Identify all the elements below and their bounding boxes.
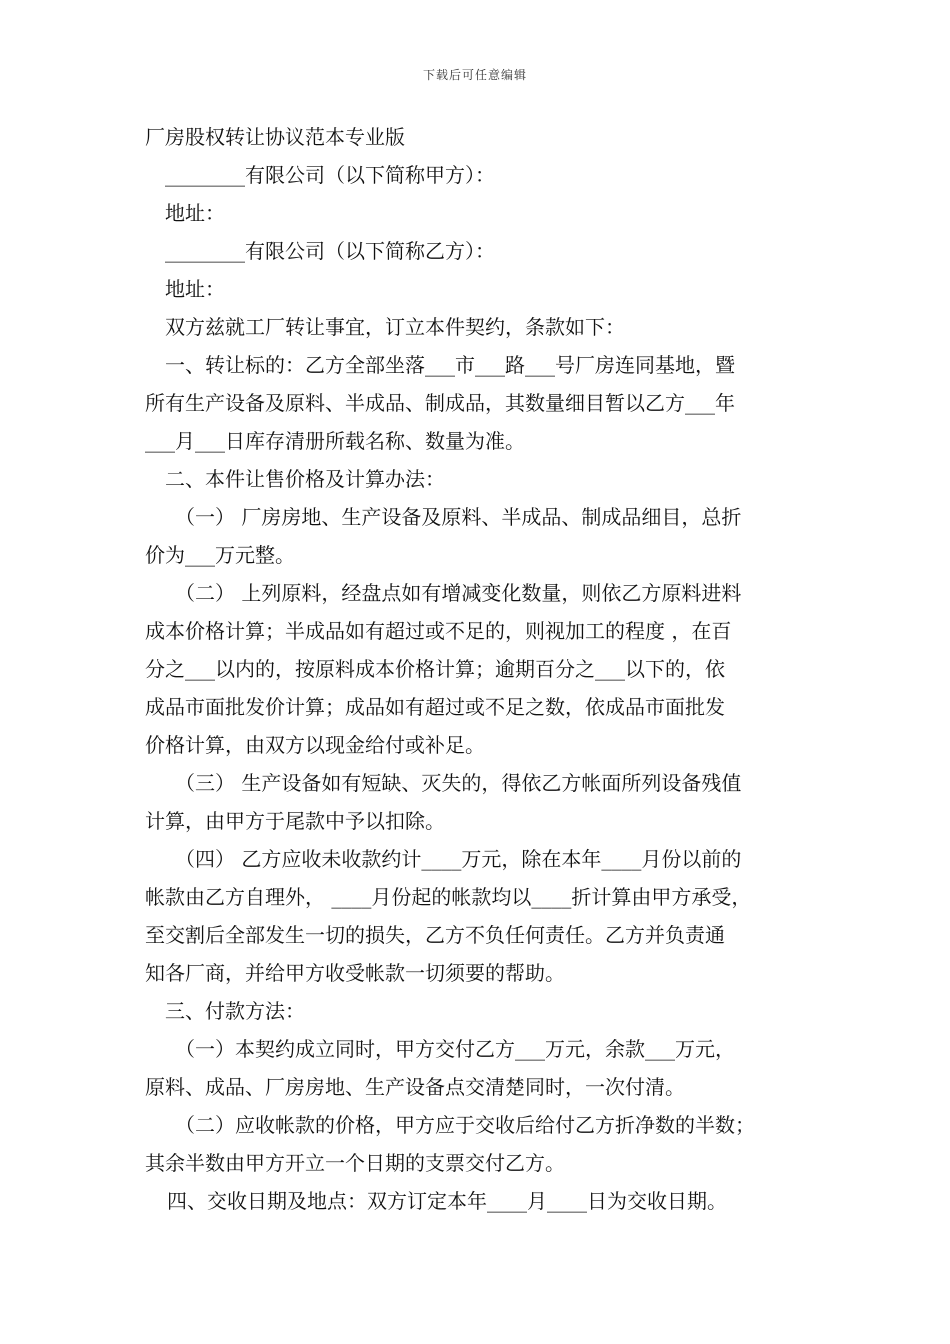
document-line: 分之___以内的，按原料成本价格计算；逾期百分之___以下的，依	[145, 657, 725, 681]
document-line: （一）本契约成立同时，甲方交付乙方___万元，余款___万元，	[175, 1037, 735, 1061]
document-line: 四、交收日期及地点：双方订定本年____月____日为交收日期。	[167, 1189, 727, 1213]
document-line: 地址：	[165, 277, 225, 301]
document-line: 至交割后全部发生一切的损失，乙方不负任何责任。乙方并负责通	[145, 923, 725, 947]
document-line: 计算，由甲方于尾款中予以扣除。	[145, 809, 445, 833]
document-line: （三） 生产设备如有短缺、灭失的，得依乙方帐面所列设备残值	[175, 771, 742, 795]
document-line: 成本价格计算；半成品如有超过或不足的，则视加工的程度 ，在百	[145, 619, 732, 643]
document-line: 帐款由乙方自理外， ____月份起的帐款均以____折计算由甲方承受，	[145, 885, 752, 909]
document-line: （二） 上列原料，经盘点如有增减变化数量，则依乙方原料进料	[175, 581, 742, 605]
document-line: 二、本件让售价格及计算办法：	[165, 467, 445, 491]
document-line: （一） 厂房房地、生产设备及原料、半成品、制成品细目，总折	[175, 505, 742, 529]
document-line: 成品市面批发价计算；成品如有超过或不足之数，依成品市面批发	[145, 695, 725, 719]
document-line: ___月___日库存清册所载名称、数量为准。	[145, 429, 525, 453]
document-body	[145, 118, 810, 1220]
document-line: 价为___万元整。	[145, 543, 295, 567]
document-line: 所有生产设备及原料、半成品、制成品，其数量细目暂以乙方___年	[145, 391, 735, 415]
header-note: 下载后可任意编辑	[422, 68, 527, 82]
document-line: 地址：	[165, 201, 225, 225]
document-line: 原料、成品、厂房房地、生产设备点交清楚同时，一次付清。	[145, 1075, 685, 1099]
document-line: 其余半数由甲方开立一个日期的支票交付乙方。	[145, 1151, 565, 1175]
document-title: 厂房股权转让协议范本专业版	[145, 125, 405, 149]
document-line: 知各厂商，并给甲方收受帐款一切须要的帮助。	[145, 961, 565, 985]
document-line: 双方兹就工厂转让事宜，订立本件契约，条款如下：	[165, 315, 625, 339]
document-line: ________有限公司（以下简称乙方）：	[165, 239, 495, 263]
document-line: （四） 乙方应收未收款约计____万元，除在本年____月份以前的	[175, 847, 742, 871]
document-line: 三、付款方法：	[165, 999, 305, 1023]
document-line: 价格计算，由双方以现金给付或补足。	[145, 733, 485, 757]
document-line: 一、转让标的：乙方全部坐落___市___路___号厂房连同基地，暨	[165, 353, 735, 377]
document-line: （二）应收帐款的价格，甲方应于交收后给付乙方折净数的半数；	[175, 1113, 755, 1137]
document-line: ________有限公司（以下简称甲方）：	[165, 163, 495, 187]
